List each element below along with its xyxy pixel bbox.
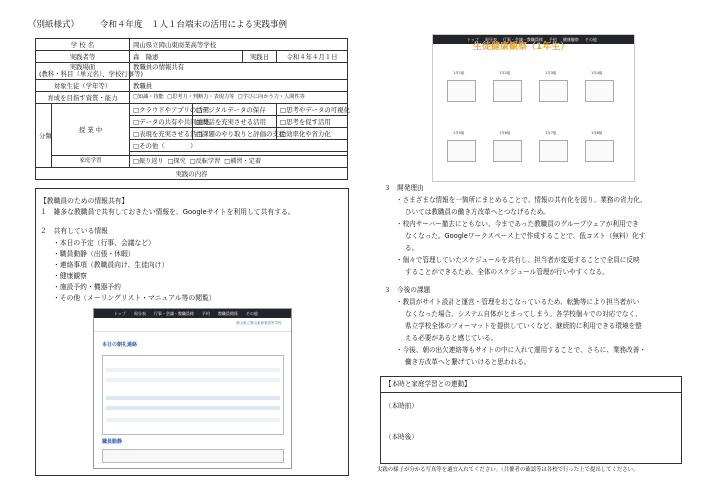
class-label: 1年2組 [499,71,511,75]
class-card[interactable] [493,140,522,162]
ability-options [130,92,348,104]
nav-item: トップ [467,37,479,42]
class-label: 1年6組 [499,131,511,135]
class-card[interactable] [447,140,476,162]
nav-item: 行事・会議・教職員様 [502,37,543,42]
issues-line: える必要があると感じている。 [405,334,498,342]
scene-value: 教職員の情報共有 [130,63,348,80]
home-item-reflect: □ 振り返り [133,158,164,165]
reason-line: ひいては教職員の働き方改革へとつなげるため。 [405,208,550,216]
ability-thinking: □ 思考力・判断力・表現力等 [167,94,234,100]
practitioner-name: 森 隆憲 [130,51,243,63]
home-options [130,156,348,168]
content-box [35,188,349,476]
link-box [380,376,682,464]
shared-info-4: ・健康観察 [53,272,87,280]
school-label: 学 校 名 [36,39,130,51]
notice-row [106,378,280,382]
link-box-divider [381,392,681,393]
lesson-item-think: □ 思考を促す活用 [277,116,348,128]
morning-notice-title: 本日の朝礼連絡 [102,342,138,348]
reason-line: なくなった。Googleワークスペース上で作成することで、低コスト（無料）化す [405,232,646,240]
after-lesson-label: （本時後） [385,433,418,441]
ability-attitude: □ 学びに向かう力・人間性等 [238,94,305,100]
content-heading: 【教職員のための情報共有】 [40,197,129,205]
notice-row [106,406,280,410]
notice-row [106,418,280,422]
class-label: 分類 [36,104,52,168]
class-card[interactable] [539,140,568,162]
ability-knowledge: □ 知識・技能 [133,94,164,100]
reason-line: ・個々で管理していたスケジュールを共有し、担当者が変更することで全員に反映 [396,256,640,264]
home-item-flipped: □ 反転学習 [190,158,221,165]
doc-heading: 令和４年度 １人１台端末の活用による実践事例 [100,20,288,30]
site-screenshot-2 [432,34,635,182]
nav-item: 行事・会議・教職員様 [153,311,194,316]
footnote: 実践の様子が分かる写真等を適宜入れてください。（共催者の確認等は各校で行った上で提出してください。 [377,467,639,473]
reason-heading: ３ 開発理由 [384,184,424,192]
lesson-item-cloud: □ クラウドやアプリの活用 [130,104,193,116]
lesson-label: 授 業 中 [52,104,130,156]
lesson-item-expression: □ 表現を充実させる活用 [130,128,193,140]
issues-heading: ３ 今後の課題 [384,286,431,294]
notice-row [106,396,280,400]
practitioner-label: 実践者等 [36,51,130,63]
lesson-item-assignment: □ 課題のやり取りと評価の支援 [193,128,277,140]
reason-line: ・校内サーバー撤去にともない、今まであった教職員のグループウェアが利用でき [396,220,639,228]
shared-info-6: ・その他（メーリングリスト・マニュアル等の閲覧） [53,294,216,302]
staff-status-title: 職員動静 [102,439,123,445]
staff-status-table [102,449,284,463]
site-name: 岡山県立岡山東商業高等学校 [236,321,282,325]
lesson-item-share: □ データの共有や共同編集 [130,116,193,128]
class-label: 1年1組 [453,71,465,75]
link-box-title: 【本時と家庭学習との連動】 [385,380,471,388]
class-label: 1年7組 [545,131,557,135]
class-label: 1年3組 [545,71,557,75]
reason-line: することができるため、全体のスケジュール管理が行いやすくなる。 [405,268,609,276]
home-item-inquiry: □ 探究 [168,158,186,165]
school-name: 岡山県立岡山東商業高等学校 [130,39,348,51]
date-label: 実践日 [243,51,277,63]
lesson-item-dialogue: □ 対話を充実させる活用 [193,116,277,128]
class-card[interactable] [447,80,476,102]
lesson-item-visualize: □ 思考やデータの可視化 [277,104,348,116]
nav-item: トップ [114,311,126,316]
date-value: 令和４年４月１日 [277,51,348,63]
shared-info-3: ・連絡事項（教職員向け、生徒向け） [53,261,169,269]
target-label: 対象生徒（学年等） [36,80,130,92]
home-label: 家庭学習 [52,156,130,168]
class-label: 1年5組 [453,131,465,135]
reason-line: る。 [405,244,419,252]
issues-line: ・教員がサイト設計と運営・管理をおこなっているため、転勤等により担当者がい [396,298,640,306]
scene-label: 実践場面 [69,62,96,71]
nav-item: 周分表 [133,311,146,316]
before-lesson-label: （本時前） [385,402,418,410]
home-item-review: □ 補習・定着 [224,158,261,165]
info-table [35,38,348,180]
notice-table [102,355,284,435]
scene-label-cell [36,62,144,80]
issues-line: ・今後、朝の出欠連絡等もサイトの中に入れて運用することで、さらに、業務改善・ [396,346,646,354]
class-card[interactable] [585,80,614,102]
target-value: 教職員 [130,80,348,92]
issues-line: 県立学校全体のフォーマットを提供していくなど、継続的に利用できる環境を整 [405,322,642,330]
nav-item: 予約 [548,37,557,42]
nav-item: その他 [245,311,258,316]
ability-label: 育成を目指す資質・能力 [36,92,130,104]
lesson-item-digital-save: □ デジタルデータの保存 [193,104,277,116]
site-nav-bar [94,309,291,318]
divider [94,331,291,332]
issues-line: なくなった場合、システム自体がとまってしまう。各学校個々での対応でなく、 [405,310,642,318]
scene-sub-label: (教科・科目（単元名）、学校行事等) [39,70,144,78]
nav-item: 周分表 [484,37,497,42]
class-label: 1年8組 [591,131,603,135]
site-screenshot-1 [93,308,292,469]
reason-line: ・さまざまな情報を一箇所にまとめることで、情報の共有化を図り、業務の省力化、 [396,196,647,204]
content-item-1: １ 雑多な教職員で共有しておきたい情報を、Googleサイトを利用して共有する。 [40,208,295,216]
nav-item: その他 [584,37,597,42]
class-label: 1年4組 [591,71,603,75]
content-label: 実践の内容 [36,168,348,180]
shared-info-2: ・職員動静（出張・休暇） [53,250,135,258]
content-item-2: ２ 共有している情報 [40,227,108,235]
shared-info-1: ・本日の予定（行事、会議など） [53,239,155,247]
class-card[interactable] [585,140,614,162]
nav-item: 予約 [201,311,210,316]
issues-line: 働き方改革へと繋げていけると思われる。 [405,358,531,366]
nav-item: 健康観察 [562,37,579,42]
lesson-item-efficiency: □ 効率化や省力化 [277,128,348,140]
health-page-title: 生徒健康観察（1年生） [473,42,570,52]
class-card[interactable] [493,80,522,102]
nav-item: 教職員関係 [217,311,238,316]
class-card[interactable] [539,80,568,102]
notice-row [106,368,280,372]
shared-info-5: ・施設予約・機器予約 [53,283,121,291]
lesson-item-other: □ その他（ ） [130,140,348,152]
form-label: （別紙様式） [28,20,80,30]
